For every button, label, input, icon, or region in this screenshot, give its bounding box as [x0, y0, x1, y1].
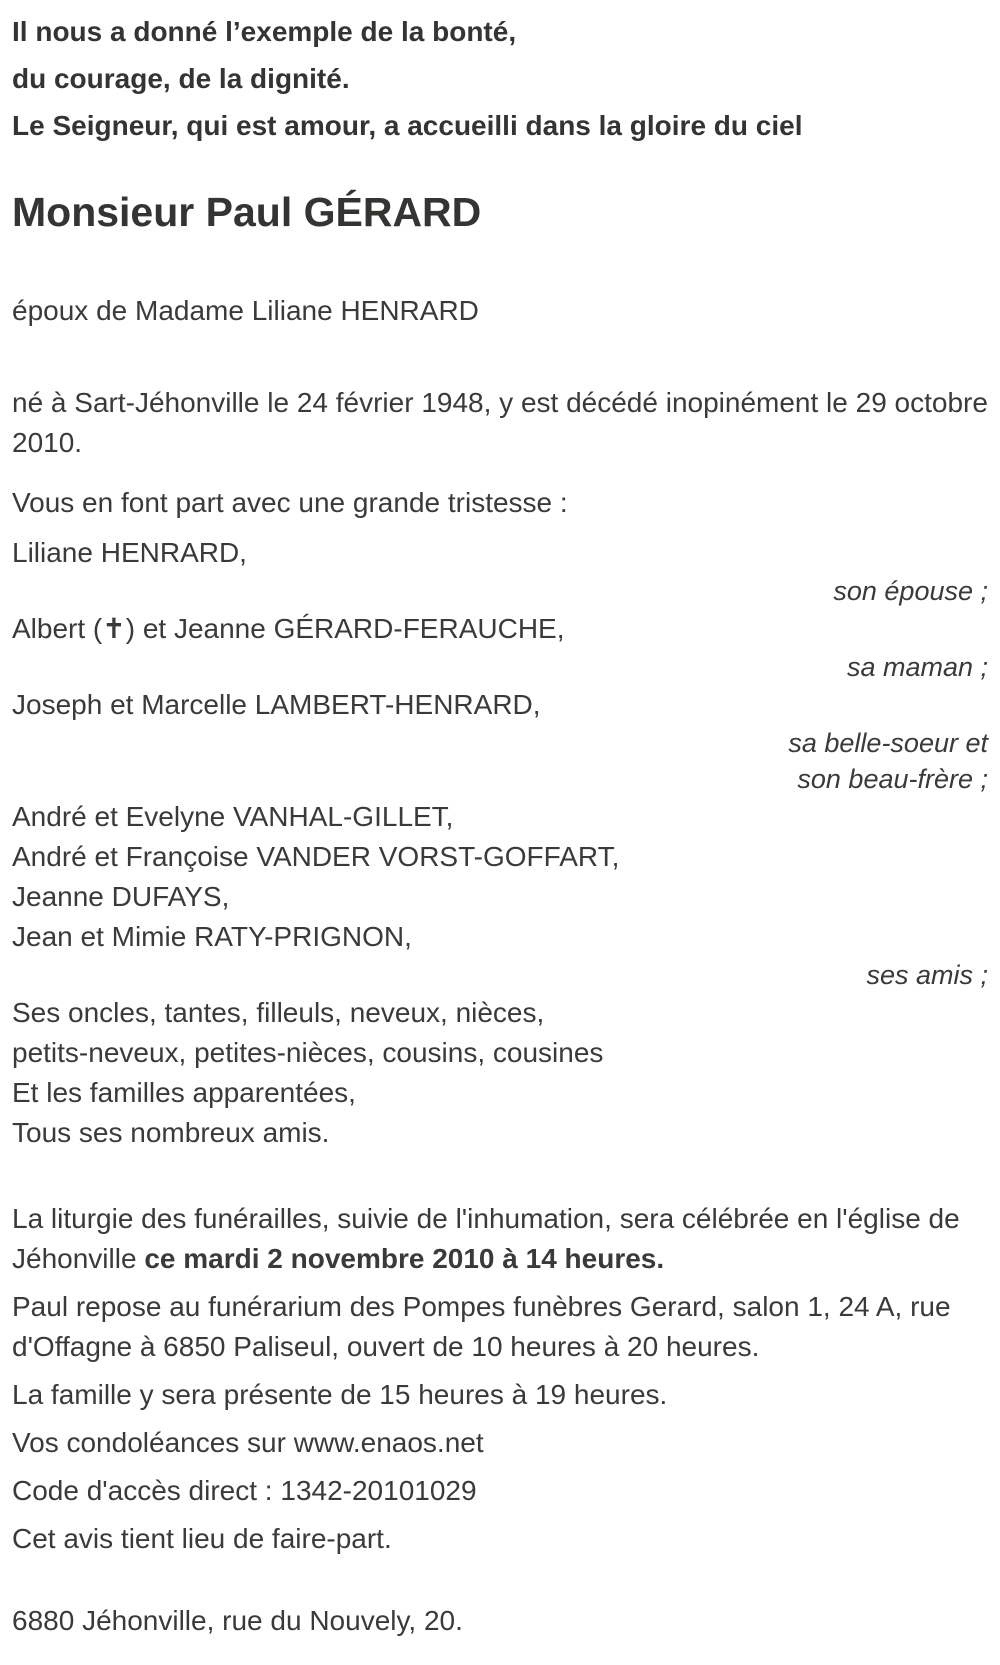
mourner-relation: sa belle-soeur et	[788, 728, 988, 758]
mourner-name: Albert (✝) et Jeanne GÉRARD-FERAUCHE,	[12, 613, 565, 644]
announcement-line: Vous en font part avec une grande tristesse :	[12, 487, 568, 518]
mourner-name: Joseph et Marcelle LAMBERT-HENRARD,	[12, 689, 541, 720]
mourner-name: petits-neveux, petites-nièces, cousins, cousines	[12, 1037, 604, 1068]
mourner-name: Et les familles apparentées,	[12, 1077, 356, 1108]
birth-death-line: né à Sart-Jéhonville le 24 février 1948, y est décédé inopinément le 29 octobre 2010.	[12, 387, 988, 458]
mourner-relation: sa maman ;	[846, 652, 988, 682]
mourner-name: Jeanne DUFAYS,	[12, 881, 230, 912]
epigraph-line-3: Le Seigneur, qui est amour, a accueilli dans la gloire du ciel	[12, 110, 803, 141]
funeral-details	[12, 1199, 988, 1559]
liturgy-text: La liturgie des funérailles, suivie de l'inhumation, sera célébrée en l'église de Jéhonville	[12, 1203, 960, 1274]
mourner-relation: ses amis ;	[866, 960, 988, 990]
access-code-line: Code d'accès direct : 1342-20101029	[12, 1475, 477, 1506]
liturgy-date-bold: ce mardi 2 novembre 2010 à 14 heures.	[144, 1243, 665, 1274]
family-presence-line: La famille y sera présente de 15 heures à 19 heures.	[12, 1379, 668, 1410]
epigraph-line-2: du courage, de la dignité.	[12, 63, 350, 94]
spouse-line: époux de Madame Liliane HENRARD	[12, 295, 479, 326]
epigraph	[12, 8, 988, 149]
deceased-name-title: Monsieur Paul GÉRARD	[12, 189, 482, 235]
mourner-name: Liliane HENRARD,	[12, 537, 247, 568]
mourner-name: Tous ses nombreux amis.	[12, 1117, 330, 1148]
mourner-name: Jean et Mimie RATY-PRIGNON,	[12, 921, 412, 952]
mourner-name: André et Evelyne VANHAL-GILLET,	[12, 801, 454, 832]
mourners-list	[12, 533, 988, 1153]
liturgy-line	[12, 1199, 988, 1279]
mourner-name: Ses oncles, tantes, filleuls, neveux, nièces,	[12, 997, 545, 1028]
epigraph-line-1: Il nous a donné l’exemple de la bonté,	[12, 16, 517, 47]
condolences-line: Vos condoléances sur www.enaos.net	[12, 1427, 484, 1458]
repose-line: Paul repose au funérarium des Pompes funèbres Gerard, salon 1, 24 A, rue d'Offagne à 6850 Paliseul, ouvert de 10 heures à 20 heures.	[12, 1291, 951, 1362]
faire-part-notice-line: Cet avis tient lieu de faire-part.	[12, 1523, 392, 1554]
mourner-relation: son beau-frère ;	[797, 764, 988, 794]
funeral-home-address: 6880 Jéhonville, rue du Nouvely, 20.	[12, 1605, 463, 1636]
mourner-name: André et Françoise VANDER VORST-GOFFART,	[12, 841, 620, 872]
mourner-relation: son épouse ;	[833, 576, 988, 606]
